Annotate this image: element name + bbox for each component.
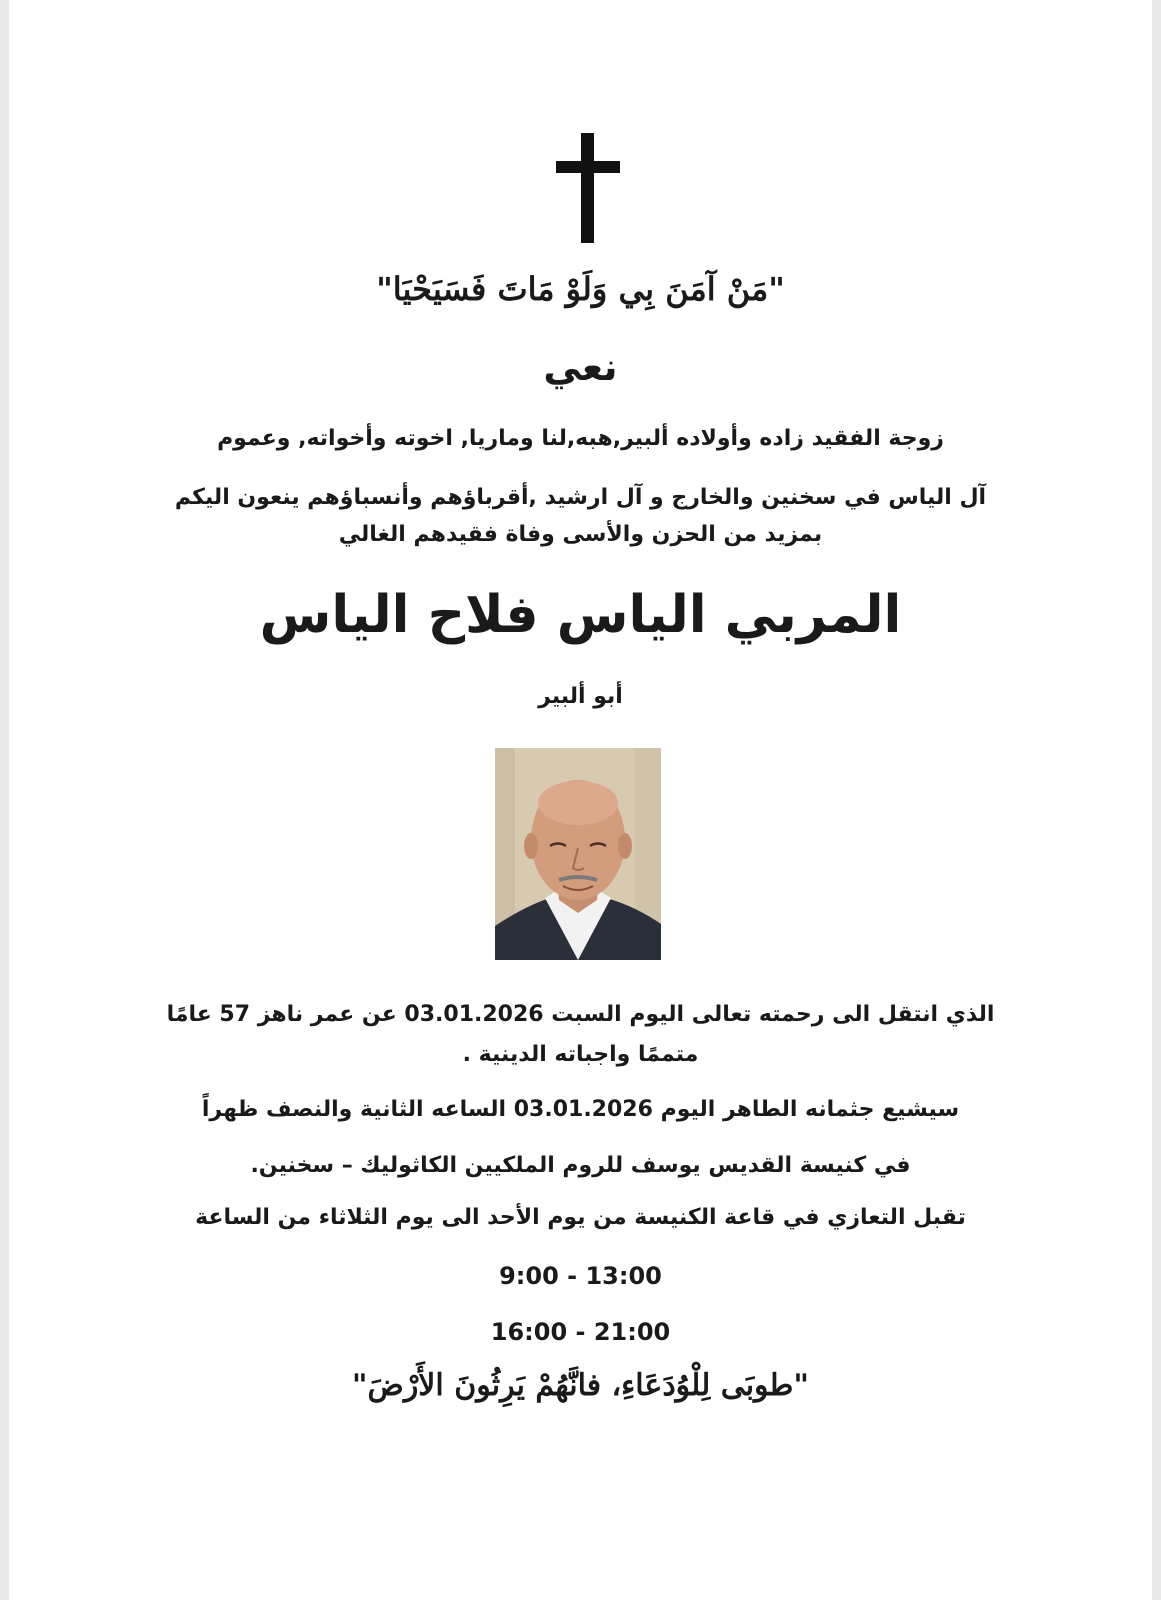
deceased-name: المربي الياس فلاح الياس: [259, 585, 902, 645]
funeral-line-1: سيشيع جثمانه الطاهر اليوم 03.01.2026 الساعه الثانية والنصف ظهراً: [201, 1097, 960, 1122]
deceased-portrait: [495, 748, 661, 960]
obituary-notice: [9, 0, 1152, 1600]
condolence-time-morning: 9:00 - 13:00: [499, 1262, 662, 1290]
family-line-1: زوجة الفقيد زاده وأولاده ألبير,هبه,لنا وماريا, اخوته وأخواته, وعموم: [217, 426, 944, 451]
cross-icon: [556, 133, 620, 243]
condolence-time-evening: 16:00 - 21:00: [490, 1318, 671, 1346]
condolence-line: تقبل التعازي في قاعة الكنيسة من يوم الأحد الى يوم الثلاثاء من الساعة: [195, 1205, 966, 1230]
funeral-line-2: في كنيسة القديس يوسف للروم الملكيين الكاثوليك – سخنين.: [250, 1153, 911, 1178]
family-line-3: بمزيد من الحزن والأسى وفاة فقيدهم الغالي: [338, 522, 823, 547]
closing-verse: "طوبَى لِلْوُدَعَاءِ، فانَّهُمْ يَرِثُونَ الأَرْضَ": [351, 1368, 810, 1403]
death-line-1: الذي انتقل الى رحمته تعالى اليوم السبت 03.01.2026 عن عمر ناهز 57 عامًا: [166, 1002, 995, 1027]
opening-verse: "مَنْ آمَنَ بِي وَلَوْ مَاتَ فَسَيَحْيَا": [376, 270, 785, 308]
deceased-nickname: أبو ألبير: [538, 684, 623, 709]
notice-title: نعي: [543, 345, 618, 389]
family-line-2: آل الياس في سخنين والخارج و آل ارشيد ,أقرباؤهم وأنسباؤهم ينعون اليكم: [174, 485, 987, 510]
death-line-2: متممًا واجباته الدينية .: [462, 1042, 699, 1067]
